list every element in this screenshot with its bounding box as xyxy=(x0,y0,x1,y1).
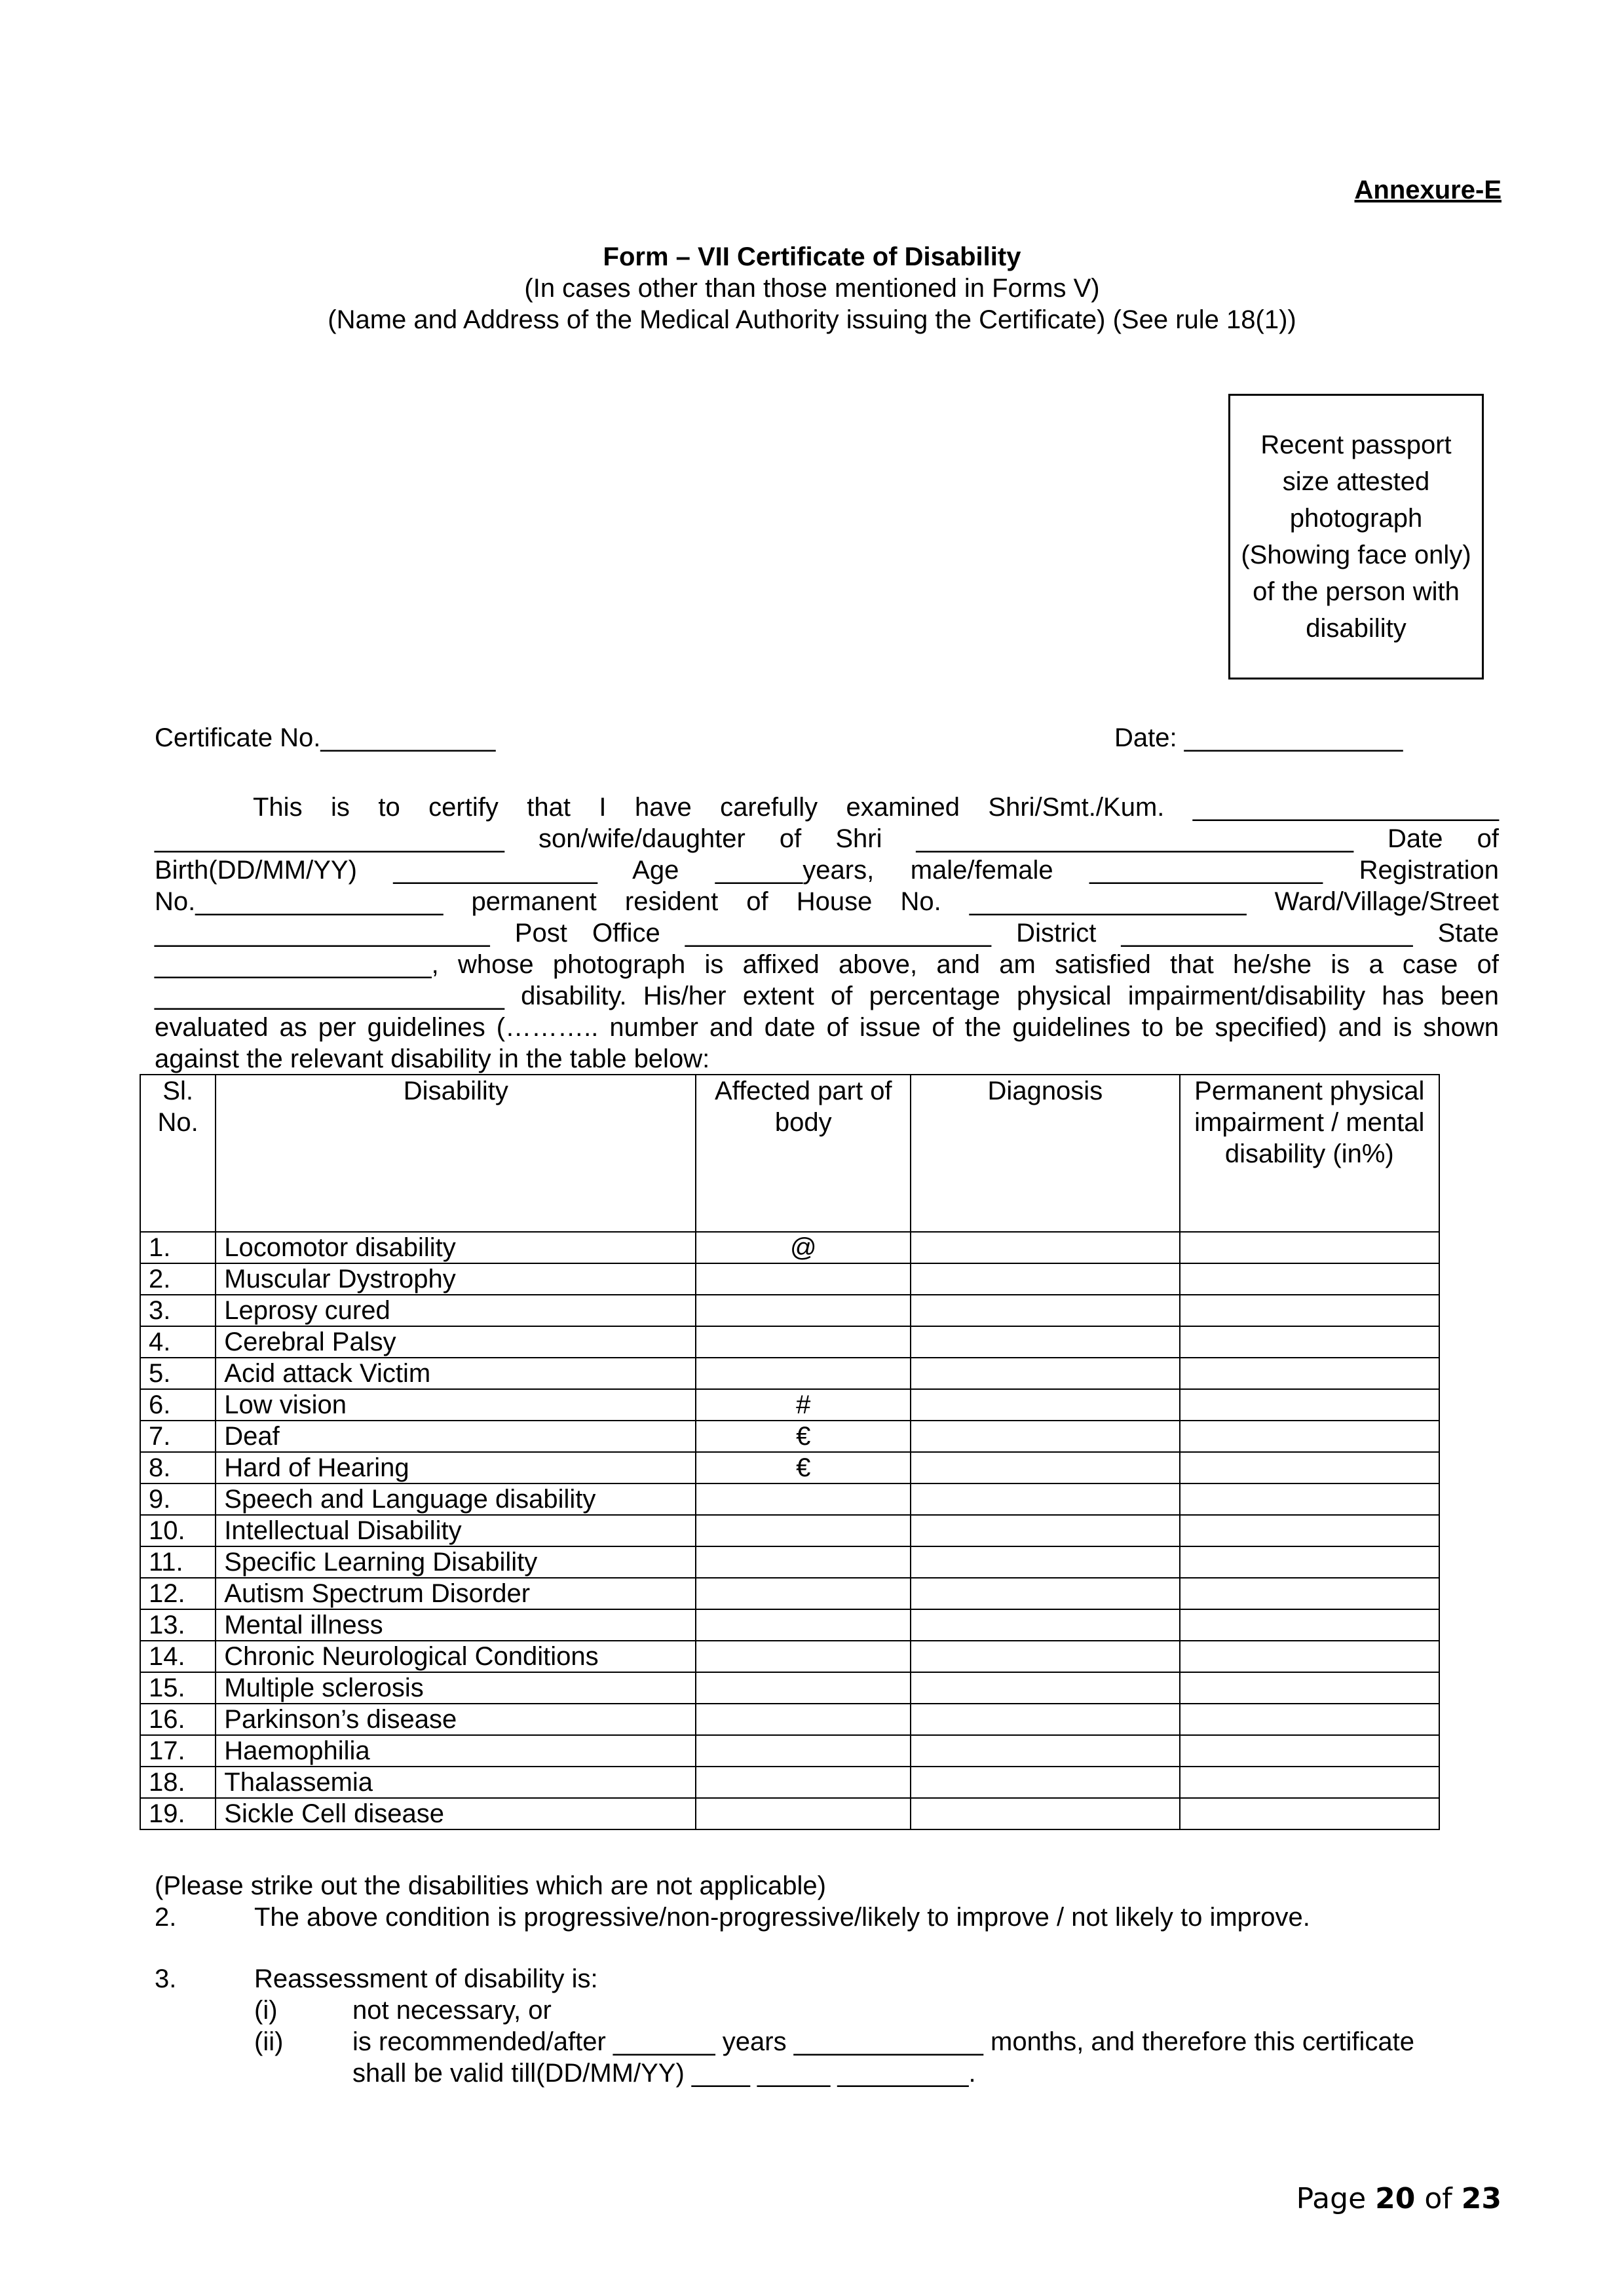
row-number: 10. xyxy=(140,1515,216,1546)
table-row xyxy=(140,1578,1439,1609)
page-footer xyxy=(1296,2182,1501,2216)
row-impairment-percent xyxy=(1180,1326,1439,1358)
row-number: 8. xyxy=(140,1452,216,1483)
row-impairment-percent xyxy=(1180,1704,1439,1735)
row-number: 18. xyxy=(140,1767,216,1798)
form-subtitle-1: (In cases other than those mentioned in Forms V) xyxy=(524,274,1100,303)
header-diagnosis: Diagnosis xyxy=(911,1075,1179,1232)
row-impairment-percent xyxy=(1180,1452,1439,1483)
row-impairment-percent xyxy=(1180,1515,1439,1546)
table-row xyxy=(140,1515,1439,1546)
row-number: 15. xyxy=(140,1672,216,1704)
page-of: of xyxy=(1415,2182,1462,2215)
table-row xyxy=(140,1389,1439,1421)
row-disability: Haemophilia xyxy=(216,1735,696,1767)
row-diagnosis xyxy=(911,1326,1179,1358)
row-disability: Mental illness xyxy=(216,1609,696,1641)
row-number: 5. xyxy=(140,1358,216,1389)
row-impairment-percent xyxy=(1180,1641,1439,1672)
row-diagnosis xyxy=(911,1232,1179,1263)
row-affected-part xyxy=(696,1704,911,1735)
row-disability: Acid attack Victim xyxy=(216,1358,696,1389)
row-diagnosis xyxy=(911,1578,1179,1609)
row-diagnosis xyxy=(911,1389,1179,1421)
item-2-number: 2. xyxy=(155,1903,177,1932)
item-3-i-text: not necessary, or xyxy=(352,1996,552,2025)
item-2-text: The above condition is progressive/non-progressive/likely to improve / not likely to improve. xyxy=(254,1903,1310,1932)
row-disability: Specific Learning Disability xyxy=(216,1546,696,1578)
row-impairment-percent xyxy=(1180,1295,1439,1326)
table-row xyxy=(140,1704,1439,1735)
row-diagnosis xyxy=(911,1421,1179,1452)
row-impairment-percent xyxy=(1180,1609,1439,1641)
row-affected-part xyxy=(696,1672,911,1704)
row-number: 16. xyxy=(140,1704,216,1735)
row-affected-part xyxy=(696,1483,911,1515)
header-permanent-impairment: Permanent physical impairment / mental disability (in%) xyxy=(1180,1075,1439,1232)
row-affected-part xyxy=(696,1641,911,1672)
table-row xyxy=(140,1735,1439,1767)
row-number: 12. xyxy=(140,1578,216,1609)
row-affected-part: # xyxy=(696,1389,911,1421)
date-field: Date: _______________ xyxy=(1114,723,1403,752)
row-disability: Multiple sclerosis xyxy=(216,1672,696,1704)
page-total: 23 xyxy=(1461,2182,1501,2215)
table-row xyxy=(140,1483,1439,1515)
photo-box xyxy=(1228,394,1484,679)
row-impairment-percent xyxy=(1180,1735,1439,1767)
photo-box-text: Recent passport size attested photograph (Showing face only) of the person with disability xyxy=(1241,430,1471,643)
row-impairment-percent xyxy=(1180,1421,1439,1452)
row-disability: Chronic Neurological Conditions xyxy=(216,1641,696,1672)
row-diagnosis xyxy=(911,1672,1179,1704)
table-row xyxy=(140,1295,1439,1326)
form-subtitle-2: (Name and Address of the Medical Authority issuing the Certificate) (See rule 18(1)) xyxy=(328,305,1296,334)
row-diagnosis xyxy=(911,1483,1179,1515)
row-affected-part xyxy=(696,1735,911,1767)
table-row xyxy=(140,1421,1439,1452)
row-affected-part xyxy=(696,1515,911,1546)
row-disability: Muscular Dystrophy xyxy=(216,1263,696,1295)
row-impairment-percent xyxy=(1180,1483,1439,1515)
row-impairment-percent xyxy=(1180,1546,1439,1578)
row-number: 2. xyxy=(140,1263,216,1295)
row-diagnosis xyxy=(911,1295,1179,1326)
row-disability: Speech and Language disability xyxy=(216,1483,696,1515)
row-number: 3. xyxy=(140,1295,216,1326)
row-impairment-percent xyxy=(1180,1232,1439,1263)
row-impairment-percent xyxy=(1180,1389,1439,1421)
form-title: Form – VII Certificate of Disability xyxy=(603,242,1021,271)
row-number: 19. xyxy=(140,1798,216,1829)
row-affected-part xyxy=(696,1358,911,1389)
certify-paragraph-text: This is to certify that I have carefully examined Shri/Smt./Kum. _____________________ ________________________ son/wife/daughter of Shri ______________________________ Date of Birth(DD/MM/YY) ______________ Age ______years, male/female ________________ Registration No._________________ permanent resident of House No. ___________________ Ward/Village/Street _______________________ Post Office _____________________ District ____________________ State ___________________, whose photograph is affixed above, and am satisfied that he/she is a case of ________________________ disability. His/her extent of percentage physical impairment/disability has been evaluated as per guidelines (……….. number and date of issue of the guidelines to be specified) and is shown against the relevant disability in the table below: xyxy=(155,793,1499,1073)
row-impairment-percent xyxy=(1180,1767,1439,1798)
row-number: 4. xyxy=(140,1326,216,1358)
row-affected-part xyxy=(696,1609,911,1641)
certify-paragraph xyxy=(155,792,1499,1075)
row-disability: Low vision xyxy=(216,1389,696,1421)
header-disability: Disability xyxy=(216,1075,696,1232)
row-disability: Cerebral Palsy xyxy=(216,1326,696,1358)
row-diagnosis xyxy=(911,1452,1179,1483)
row-affected-part: € xyxy=(696,1452,911,1483)
row-diagnosis xyxy=(911,1641,1179,1672)
item-3-number: 3. xyxy=(155,1964,177,1993)
row-impairment-percent xyxy=(1180,1798,1439,1829)
item-3-ii-number: (ii) xyxy=(254,2027,284,2056)
row-disability: Deaf xyxy=(216,1421,696,1452)
table-row xyxy=(140,1546,1439,1578)
table-row xyxy=(140,1232,1439,1263)
table-row xyxy=(140,1326,1439,1358)
strike-out-note: (Please strike out the disabilities which are not applicable) xyxy=(155,1871,826,1900)
row-diagnosis xyxy=(911,1609,1179,1641)
row-diagnosis xyxy=(911,1263,1179,1295)
row-impairment-percent xyxy=(1180,1578,1439,1609)
table-row xyxy=(140,1672,1439,1704)
row-diagnosis xyxy=(911,1798,1179,1829)
row-number: 6. xyxy=(140,1389,216,1421)
annexure-label: Annexure-E xyxy=(1354,176,1501,204)
row-diagnosis xyxy=(911,1767,1179,1798)
item-3-ii-text: is recommended/after _______ years _____________ months, and therefore this certificate xyxy=(352,2027,1415,2056)
row-impairment-percent xyxy=(1180,1672,1439,1704)
table-row xyxy=(140,1263,1439,1295)
table-row xyxy=(140,1452,1439,1483)
row-disability: Hard of Hearing xyxy=(216,1452,696,1483)
item-3-i-number: (i) xyxy=(254,1996,278,2025)
table-row xyxy=(140,1358,1439,1389)
row-affected-part: @ xyxy=(696,1232,911,1263)
page-prefix: Page xyxy=(1296,2182,1376,2215)
row-number: 11. xyxy=(140,1546,216,1578)
row-diagnosis xyxy=(911,1358,1179,1389)
row-number: 1. xyxy=(140,1232,216,1263)
row-affected-part: € xyxy=(696,1421,911,1452)
table-row xyxy=(140,1609,1439,1641)
table-row xyxy=(140,1798,1439,1829)
row-affected-part xyxy=(696,1263,911,1295)
table-row xyxy=(140,1641,1439,1672)
row-disability: Intellectual Disability xyxy=(216,1515,696,1546)
row-number: 7. xyxy=(140,1421,216,1452)
row-number: 9. xyxy=(140,1483,216,1515)
row-affected-part xyxy=(696,1798,911,1829)
item-3-ii-text-continued: shall be valid till(DD/MM/YY) ____ _____ _________. xyxy=(352,2059,976,2088)
row-affected-part xyxy=(696,1295,911,1326)
row-number: 17. xyxy=(140,1735,216,1767)
item-3-text: Reassessment of disability is: xyxy=(254,1964,598,1993)
row-affected-part xyxy=(696,1578,911,1609)
row-disability: Parkinson’s disease xyxy=(216,1704,696,1735)
row-number: 13. xyxy=(140,1609,216,1641)
row-impairment-percent xyxy=(1180,1358,1439,1389)
table-header-row xyxy=(140,1075,1439,1232)
row-disability: Thalassemia xyxy=(216,1767,696,1798)
header-affected-part: Affected part of body xyxy=(696,1075,911,1232)
row-disability: Autism Spectrum Disorder xyxy=(216,1578,696,1609)
certificate-number-field: Certificate No.____________ xyxy=(155,723,496,752)
table-row xyxy=(140,1767,1439,1798)
row-affected-part xyxy=(696,1546,911,1578)
disability-table xyxy=(140,1074,1440,1830)
row-diagnosis xyxy=(911,1735,1179,1767)
row-number: 14. xyxy=(140,1641,216,1672)
row-diagnosis xyxy=(911,1704,1179,1735)
row-impairment-percent xyxy=(1180,1263,1439,1295)
row-affected-part xyxy=(696,1767,911,1798)
page-current: 20 xyxy=(1375,2182,1416,2215)
row-diagnosis xyxy=(911,1546,1179,1578)
row-disability: Locomotor disability xyxy=(216,1232,696,1263)
row-disability: Leprosy cured xyxy=(216,1295,696,1326)
header-sl-no: Sl. No. xyxy=(140,1075,216,1232)
row-diagnosis xyxy=(911,1515,1179,1546)
row-affected-part xyxy=(696,1326,911,1358)
row-disability: Sickle Cell disease xyxy=(216,1798,696,1829)
